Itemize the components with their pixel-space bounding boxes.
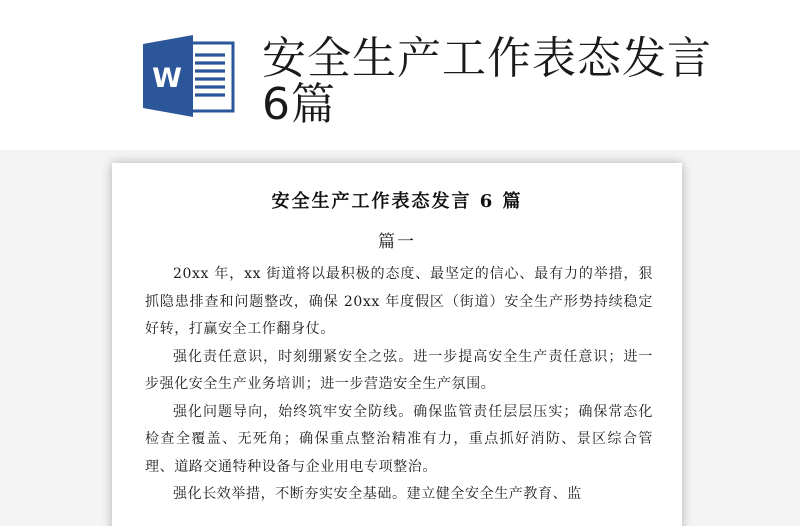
banner-title: 安全生产工作表态发言6篇 — [262, 33, 712, 130]
word-document-icon — [143, 35, 235, 117]
word-icon-letter: W — [152, 63, 182, 94]
document-page — [112, 163, 682, 526]
document-body — [145, 261, 653, 509]
body-paragraph: 强化长效举措，不断夯实安全基础。建立健全安全生产教育、监 — [173, 486, 582, 502]
header-banner — [0, 0, 800, 150]
document-section-heading: 篇一 — [378, 232, 416, 252]
body-paragraph: 强化责任意识，时刻绷紧安全之弦。进一步提高安全生产责任意识；进一步强化安全生产业务培训；进一步营造安全生产氛围。 — [145, 348, 653, 392]
body-paragraph: 20xx 年，xx 街道将以最积极的态度、最坚定的信心、最有力的举措，狠抓隐患排查和问题整改，确保 20xx 年度假区（街道）安全生产形势持续稳定好转，打赢安全工作翻身仗。 — [145, 266, 653, 337]
document-title: 安全生产工作表态发言 6 篇 — [271, 191, 523, 212]
body-paragraph: 强化问题导向，始终筑牢安全防线。确保监管责任层层压实；确保常态化检查全覆盖、无死角；确保重点整治精准有力，重点抓好消防、景区综合管理、道路交通特种设备与企业用电专项整治。 — [145, 403, 653, 475]
